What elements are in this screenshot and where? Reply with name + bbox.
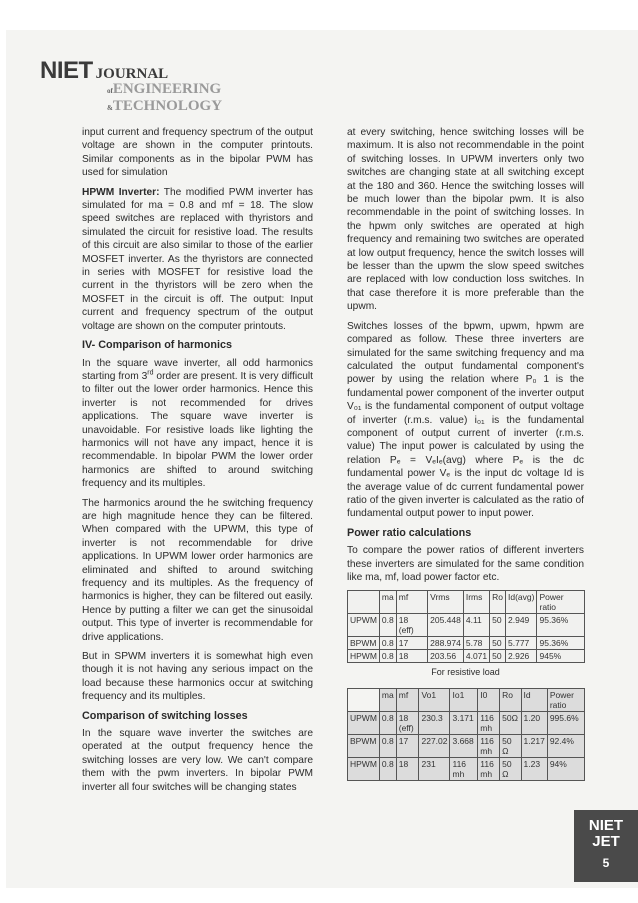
table-cell: 231 — [419, 757, 450, 780]
badge-niet: NIET — [588, 817, 624, 834]
right-column — [347, 126, 584, 781]
table-cell: 0.8 — [379, 711, 396, 734]
table-cell: 116 mh — [478, 734, 500, 757]
table-cell: 995.6% — [547, 711, 584, 734]
table-header-cell: Io1 — [450, 688, 478, 711]
table-cell: 94% — [547, 757, 584, 780]
hpwm-text: The modified PWM inverter has simulated for ma = 0.8 and mf = 18. The slow speed switches are replaced with thyristors and simulated the circuit for resistive load. The results of this circuit are also similar to those of the earlier MOSFET inverter. As the thyristors are connected in series with MOSFET for resistive load the current in the thyristors will be zero when the MOSFET in the circuit is off. The output: Input current and frequency spectrum of the output voltage are shown on the computer printouts. — [82, 186, 313, 332]
table-cell: UPWM — [348, 711, 380, 734]
table-cell: 230.3 — [419, 711, 450, 734]
paragraph-harmonics-1 — [82, 357, 313, 491]
table-cell: 17 — [396, 734, 419, 757]
paragraph-harmonics-3: But in SPWM inverters it is somewhat high even though it is not having any serious impact on the load because these harmonics occur at switching frequency and its multiples. — [82, 651, 313, 703]
table-cell: 50 — [490, 637, 506, 650]
table-cell: 18 — [396, 650, 427, 663]
table-cell: 50 — [490, 650, 506, 663]
table-cell: 3.668 — [450, 734, 478, 757]
table-header-cell: Id(avg) — [506, 591, 537, 614]
table-cell: 50 Ω — [500, 757, 521, 780]
badge-jet: JET — [592, 833, 620, 850]
table-cell: 5.78 — [463, 637, 489, 650]
table-cell: 18 — [396, 757, 419, 780]
table-caption: For resistive load — [431, 667, 500, 678]
table-cell: 205.448 — [428, 614, 464, 637]
table-cell: 4.11 — [463, 614, 489, 637]
table-cell: 2.926 — [506, 650, 537, 663]
logo-and: & — [107, 104, 113, 112]
table-cell: 0.8 — [379, 734, 396, 757]
table-cell: HPWM — [348, 650, 380, 663]
table-cell: 92.4% — [547, 734, 584, 757]
section-heading-power-ratio: Power ratio calculations — [347, 526, 472, 539]
logo-technology: TECHNOLOGY — [112, 98, 223, 114]
table-header-cell: mf — [396, 591, 427, 614]
table-cell: 95.36% — [537, 614, 585, 637]
table-cell: 2.949 — [506, 614, 537, 637]
table-cell: 945% — [537, 650, 585, 663]
table-row — [348, 614, 585, 637]
table-cell: 4.071 — [463, 650, 489, 663]
table-header-cell: Vo1 — [419, 688, 450, 711]
table-cell: 3.171 — [450, 711, 478, 734]
table-cell: BPWM — [348, 734, 380, 757]
table-header-cell: I0 — [478, 688, 500, 711]
table-header-cell: Vrms — [428, 591, 464, 614]
table-header-cell: Power ratio — [537, 591, 585, 614]
table-cell: BPWM — [348, 637, 380, 650]
table-cell: 0.8 — [379, 757, 396, 780]
table-header-row — [348, 591, 585, 614]
journal-page-badge — [574, 810, 638, 882]
page-number: 5 — [602, 856, 610, 870]
journal-logo — [40, 57, 222, 116]
table-header-cell: Power ratio — [547, 688, 584, 711]
text: In the square wave inverter, all odd harmonics starting from 3 — [82, 357, 313, 382]
table-cell: 116 mh — [478, 711, 500, 734]
table-cell: 18 (eff) — [396, 711, 419, 734]
table-cell: 0.8 — [379, 614, 396, 637]
table-cell: UPWM — [348, 614, 380, 637]
table-cell: 288.974 — [428, 637, 464, 650]
table-cell: 95.36% — [537, 637, 585, 650]
table-cell: 203.56 — [428, 650, 464, 663]
table-cell: 5.777 — [506, 637, 537, 650]
table-header-cell — [348, 688, 380, 711]
table-header-cell: Irms — [463, 591, 489, 614]
table-cell: 1.23 — [521, 757, 547, 780]
logo-journal: JOURNAL — [95, 66, 169, 82]
table-cell: 116 mh — [450, 757, 478, 780]
table-row — [348, 734, 585, 757]
hpwm-label: HPWM Inverter: — [82, 186, 160, 198]
logo-engineering: ENGINEERING — [112, 81, 222, 97]
table-cell: HPWM — [348, 757, 380, 780]
paragraph-power: Switches losses of the bpwm, upwm, hpwm are compared as follow. These three inverters are simulated for the same switching frequency and ma calculated the output fundamental component's power by using the relation where P₀ 1 is the fundamental power component of the inverter output V₀₁ is the fundamental component of output voltage of inverter (r.m.s. value) i₀₁ is the fundamental component of output current of inverter (r.m.s. value) The input power is calculated by using the relation Pₑ = VₑIₑ(avg) where Pₑ is the dc fundamental power Vₑ is the input dc voltage Id is the average value of dc current fundamental power ratio of the given inverter is calculated as the ratio of fundamental output power to input power. — [347, 320, 584, 520]
table-cell: 1.217 — [521, 734, 547, 757]
table-header-cell: ma — [379, 688, 396, 711]
section-heading-losses: Comparison of switching losses — [82, 709, 248, 722]
table-row — [348, 650, 585, 663]
section-heading-harmonics: IV- Comparison of harmonics — [82, 339, 232, 352]
left-column — [82, 126, 313, 800]
table-cell: 0.8 — [379, 637, 396, 650]
paragraph-power-ratio: To compare the power ratios of different inverters these inverters are simulated for the same condition like ma, mf, load power factor etc. — [347, 545, 584, 583]
paragraph: input current and frequency spectrum of the output voltage are shown in the computer printouts. Similar components as in the bipolar PWM has used for simulation — [82, 127, 313, 179]
table-header-cell: Id — [521, 688, 547, 711]
table-header-cell: mf — [396, 688, 419, 711]
table-power-ratio — [347, 688, 585, 781]
paragraph-losses: In the square wave inverter the switches are operated at the output frequency hence the switching losses are very low. We can't compare them with the pwm inverters. In bipolar PWM inverter all four switches will be changing states — [82, 728, 313, 793]
superscript: rd — [147, 369, 154, 377]
table-cell: 116 mh — [478, 757, 500, 780]
paragraph-hpwm — [82, 186, 313, 333]
table-row — [348, 637, 585, 650]
paragraph-harmonics-2: The harmonics around the he switching frequency are high magnitude hence they can be filtered. When compared with the UPWM, this type of inverter is not recommendable for drive applications. In UPWM lower order harmonics are eliminated and shifted to around switching frequency and its multiples. As the frequency of harmonics is higher, they can be filtered out easily. Hence by putting a filter we can get the sinusoidal output. This type of inverter is recommendable for drive applications. — [82, 497, 313, 643]
table-header-cell: Ro — [490, 591, 506, 614]
table-header-cell — [348, 591, 380, 614]
table-cell: 17 — [396, 637, 427, 650]
table-header-row — [348, 688, 585, 711]
table-resistive-load — [347, 590, 585, 663]
table-cell: 1.20 — [521, 711, 547, 734]
table-row — [348, 757, 585, 780]
table-header-cell: ma — [379, 591, 396, 614]
table-cell: 50 — [490, 614, 506, 637]
paragraph: at every switching, hence switching losses will be maximum. It is also not recommendable in the point of switching losses. In UPWM inverters only two switches are changing state at all switching except at the 180 and 360. Hence the switching losses will be much lower than the bipolar pwm. It is also recommendable in the point of switching losses. In the hpwm only switches are operated at high frequency and remaining two switches are operated at low output frequency, hence the switch losses will be lesser than the upwm the slow speed switches are replaced with low conduction loss switches. In that case therefore it is more preferable than the upwm. — [347, 127, 584, 313]
table-cell: 227.02 — [419, 734, 450, 757]
table-cell: 50Ω — [500, 711, 521, 734]
table-cell: 18 (eff) — [396, 614, 427, 637]
table-cell: 50 Ω — [500, 734, 521, 757]
table-cell: 0.8 — [379, 650, 396, 663]
logo-of: of — [107, 87, 113, 95]
logo-niet: NIET — [40, 57, 93, 84]
table-row — [348, 711, 585, 734]
text: order are present. It is very difficult to filter out the lower order harmonics. Hence this inverter is not recommended for drives applications. The square wave inverter is unavoidable. For resistive loads like lighting the harmonics will not have any impact, hence it is recommendable. In bipolar PWM the lower order harmonics are shifted to around switching frequency and its multiples. — [82, 370, 313, 490]
table-header-cell: Ro — [500, 688, 521, 711]
